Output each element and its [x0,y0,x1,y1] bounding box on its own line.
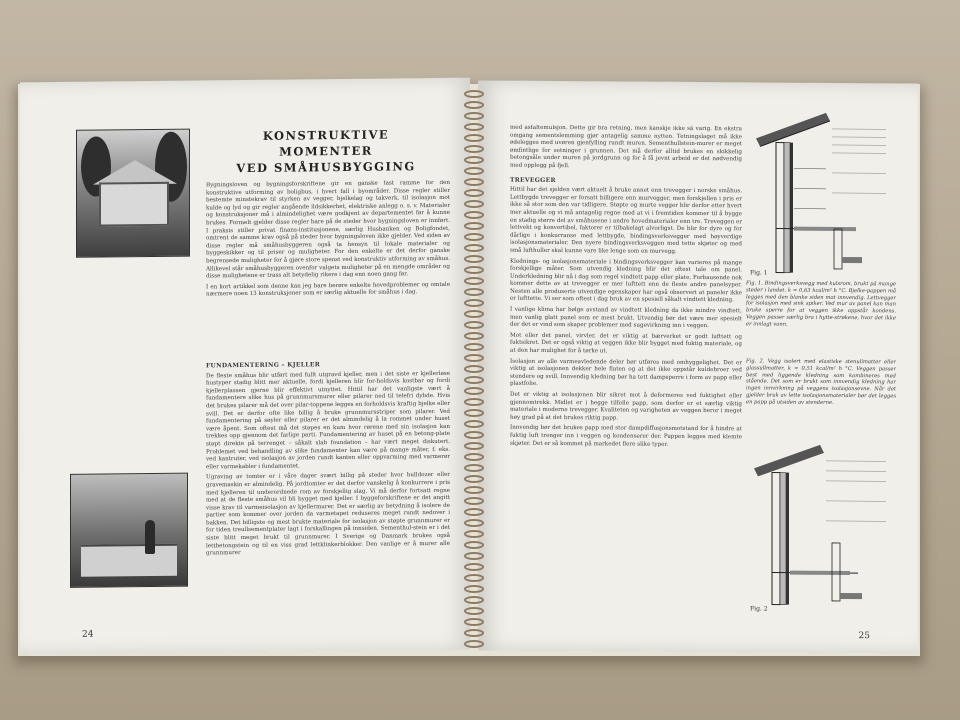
binding-ring [464,475,484,483]
binding-ring [464,134,484,142]
binding-ring [464,420,484,428]
binding-ring [464,156,484,164]
figure-caption-2: Fig. 2. Vegg isolert med elastiske stenullmatter eller glassullmatter, k = 0,51 kcal/m² h °C. Veggen passer best med liggende kledning som kombineres med stående. Det som er brukt som innvendig kledning har ingen innvirkning på veggens isolasjonsevne. Når det gjelder bruk av lette isolasjonsmaterialer bør det legges en papp på utsiden av stenderne. [746,358,896,406]
binding-ring [464,167,484,175]
binding-ring [464,244,484,252]
title-line-2: VED SMÅHUSBYGGING [236,159,416,176]
diagram-label: Fig. 1 [750,269,768,277]
body-paragraph: I vanlige klima har bølge avstand av vindtett kledning da ikke mindre vindtett, men vanlig glatt panel som er mest brukt. Utvendig bør det være mer spesielt der det er vind som skaper problemer med sugevirkning inn i veggen. [510,306,742,330]
house-construction-photo [76,129,190,258]
body-paragraph: Hittil har det sjelden vært aktuelt å bruke annet enn trevegger i norske småhus. Lettbygde trevegger er forsatt billigere enn murvegger, men forskjellen i pris er ikke så stor som den var tidligere. Støpte og murte vegger blir derfor etter hvert mer aktuelle og vi må antagelig regne med at vi i fremtiden kommer til å bygge en stadig større del av småhusene i andre hovedmaterialer enn tre. Treveggen er lettvekt og konvertibel, faktorer er tilbakelagt alvorligst. De blir for dyre og for dårlige i konkurranse med lettbygde, bindingsverksvegger med høyverdige isolasjonsmaterialer. Den nyere bindingsverksveggen med tette skjøter og med små lufthuller skal kunne vare like lenge som en murvegg. [510,186,742,255]
foundation-wall-shape [81,544,177,577]
binding-ring [464,398,484,406]
binding-ring [464,233,484,241]
wall-section-diagram-2 [746,442,892,613]
left-page [20,78,470,655]
binding-ring [464,376,484,384]
binding-ring [464,585,484,593]
binding-ring [464,629,484,637]
intro-paragraph: Bygningsloven og bygningsforskriftene gir en ganske fast ramme for den konstruktive utforming av boligbus, i hvert fall i byområder. Disse regler stiller bestemte minstekrav til styrken av vegger, bjelkelag og takverk, til isolasjon mot kulde og lyd og gir regler angående ildsikkerhet, elektriske anlegg o. s. v. Materialer og konstruksjoner må i almindelighet være godkjent av departementet før å kunne brukes. Formelt gjelder disse regler bare på de steder hvor bygningsloven er innført. I praksis stiller privat finans-institusjonene, særlig Husbanken og Boligfondet, omtrent de samme krav også på steder hvor bygningsloven ikke gjelder. Ved siden av disse regler må småhusbyggeren også ta hensyn til lokale materialer og byggeskikker og til priser og muligheter. For den enkelte er det derfor ganske begrensede muligheter for å gjøre store spenst ved konstruktiv utforming av småhus. Allikevel står småhusbyggeren ovenfor valgets muligheter på en mengde områder og disse mulighetene er trass alt betydelig rikere i dag enn noen gang før. [206,179,450,280]
article-title [216,126,436,176]
binding-ring [464,618,484,626]
binding-ring [464,464,484,472]
binding-ring [464,145,484,153]
body-paragraph: Det er viktig at isolasjonen blir sikret mot å deformeres ved fuktighet eller gjennomtrekk. Midlet er i hegge tilfelle papp, som derfor er et særlig viktig materiale i moderne trevegger. Kvaliteten og varigheten av veggen beror i meget høy grad på at det brukes riktig papp. [510,391,742,422]
binding-ring [464,200,484,208]
body-paragraph: Ugraving av tomter er i våre dager svært billig på steder hvor bulldozer eller gravemaskin er almindelig. På jordtomter er det derfor vanskelig å konkurrere i pris med kjelleren til underordnede rom av forskjellig slag. Vi må derfor fortsatt regne med at de fleste småhus vil bli bygget med kjeller. I byggeforskriftene er det angitt visse krav til varmeisolasjon av kjellermurer. Det er særlig av betydning å isolere de partier som kommer over jorden da varmetapet reduseres meget rundt nedover i bakken. Det billigste og mest brukte materiale for isolasjon av støpte grunnmurer er for tiden treullsementplater lagt i forskallingen på innsiden. Sementhul-stein er i det siste blitt meget brukt til grunnmurer. I Sverige og Danmark brukes også lettbetongstein og til en viss grad lettklinkerblokker. Den vanlige er å murer alle grunnmurer [206,472,450,557]
binding-ring [464,343,484,351]
body-paragraph: Klednings- og isolasjonsmateriale i bindingsverksvegger kan varieres på mange forskjellige måter. Som utvendig kledning blir det oftest tale om panel. Underkledning blir nå i dag som regel vindtett papp eller plate. Forbausende nok kommer dette av at trevegger er mer lufttett enn de fleste andre panelsyper. Nesten alle produserte utvendige egenskaper har også observert at paneler ikke er lufttette. Vi ser som oftest i dag bruk av en spesiell såkalt vindtett kledning. [510,258,742,304]
body-paragraph: med asfaltemulsjon. Dette gir bra retning, men kanskje ikke så varig. En ekstra omgang sementslemming gjør antagelig samme nytten. Tetningslaget må ikke ødelegges med uvøren gjenfylling rundt muren. Sementhullstein-murer er meget ømfintlige for setninger i grunnen. Det må derfor alltid brukes en skikkelig betongsåle under muren på jordgrunn og for å få jevnt arbeid er det nødvendig med opplegg på fjell. [510,124,742,170]
diagram-label: Fig. 2 [750,605,768,613]
binding-ring [464,90,484,98]
section-heading: TREVEGGER [510,176,556,184]
intro-paragraph-2: I en kort artikkel som denne kan jeg bare berøre enkelte hovedproblemer og omtale nærmere noen 13 konstruksjoner som er særlig aktuelle for småhus i dag. [206,281,450,298]
body-paragraph: Isolasjon av alle varmeavledende deler bør utføres med omhyggelighet. Det er viktig at isolasjonen dekker hele flaten og at det ikke oppstår kuldebroer ved stendere og svill. Innvendig kledning bør ha tett dampsperre i form av papp eller plastfolie. [510,358,742,388]
binding-ring [464,409,484,417]
intro-text-column [206,180,450,355]
right-text-column [510,125,742,639]
binding-ring [464,123,484,131]
binding-ring [464,431,484,439]
binding-ring [464,365,484,373]
wall-section-diagram-1 [746,108,892,277]
right-page [478,80,918,653]
title-line-1: KONSTRUKTIVE MOMENTER [262,127,390,159]
binding-ring [464,266,484,274]
binding-ring [464,178,484,186]
binding-ring [464,211,484,219]
binding-ring [464,541,484,549]
binding-ring [464,321,484,329]
worker-figure [145,520,155,554]
binding-ring [464,519,484,527]
foundation-text-column [206,354,450,595]
binding-ring [464,530,484,538]
binding-ring [464,574,484,582]
binding-ring [464,288,484,296]
body-paragraph: Innvendig bør det brukes papp med stor dampdiffusjonsmotstand for å hindre at fuktig luft trenger inn i veggen og kondenserer der. Pappen legges med klemte skjøter. Det er så kommet på markedet flere slike typer. [510,425,742,448]
binding-ring [464,453,484,461]
binding-ring [464,486,484,494]
page-number-right: 25 [858,631,870,642]
binding-ring [464,640,484,648]
binding-ring [464,508,484,516]
binding-ring [464,497,484,505]
figure-caption-1: Fig. 1. Bindingsverksvegg med kulsrom, brukt på mange steder i landet. k = 0,63 kcal/m² h °C. Bjelke-pappen må legges med den blanke siden mot innvendig. Lettvegger for isolasjon med sink spiker. Ved mur av panel kan man bruke sperre for at veggen ikke oppstår kondens. Veggen passer særlig bra i hytte-strøkene, hvor det ikke er innlagt vann. [746,280,896,328]
binding-ring [464,563,484,571]
binding-ring [464,387,484,395]
binding-ring [464,552,484,560]
foundation-work-photo [70,473,188,588]
binding-ring [464,607,484,615]
binding-ring [464,299,484,307]
binding-ring [464,310,484,318]
binding-ring [464,101,484,109]
binding-ring [464,112,484,120]
page-number-left: 24 [82,629,94,640]
binding-ring [464,596,484,604]
binding-ring [464,189,484,197]
body-paragraph: De fleste småhus blir utført med fullt utgravd kjeller, men i det siste er kjellerløse hustyper stadig blitt mer aktuelle, fordi kjelleren blir for-holdsvis kostbar og fordi kjellerplassen gjerne blir effektivt utnyttet. Hittil har det vanligste vært å fundamentere slike hus på grunnmursmurer eller pilarer ned til telefri dybde. Hvis det brukes pilarer må det over pilar-toppene legges en forholdsvis kraftig bjelke eller svill. Det er derfor ofte like billig å bruke grunnmursstriper som pilarer. Ved fundamentering på søyler eller pilarer er det almindelig å la rommet under huset være åpent. Som oftest må det støpes en kum hvor rørene med sin isolasjon kan trekkes opp gjennom det farlige parti. Fundamentering av huset på en betong-plate støpt direkte på terrenget – såkalt slab foundation – har vært meget diskutert. Problemet ved behandling av slike fundamenter kan være på mange måter, f. eks. ved kantruter, ved isolasjon av jorden rundt kanten eller oppvarming med varmerør eller varmekabler i fundamentet. [206,370,450,471]
binding-ring [464,222,484,230]
binding-ring [464,442,484,450]
binding-ring [464,255,484,263]
body-paragraph: Mot eller det panel, virvler, det er viktig at bærverket er godt lufttett og fuktsikret. Det er også viktig at veggen ikke blir bygget med fuktig materiale, og at den har mulighet for å tørke ut. [510,332,742,355]
house-frame-shape [99,182,169,227]
binding-ring [464,354,484,362]
binding-ring [464,277,484,285]
section-heading: FUNDAMENTERING – KJELLER [206,361,320,370]
spiral-binding [462,86,486,652]
binding-ring [464,332,484,340]
